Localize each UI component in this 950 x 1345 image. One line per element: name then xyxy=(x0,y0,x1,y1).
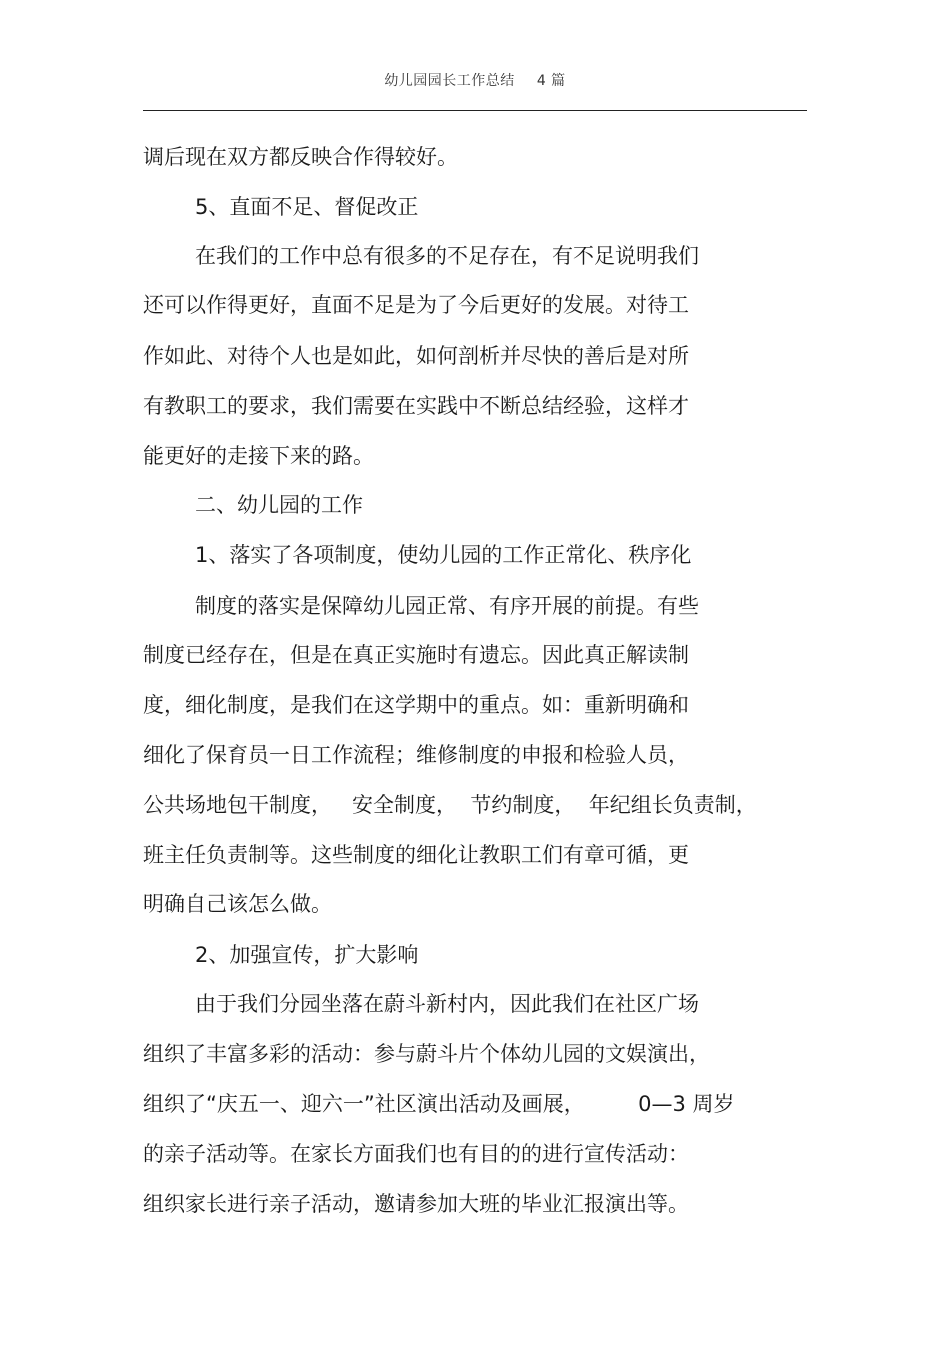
paragraph-line: 细化了保育员一日工作流程；维修制度的申报和检验人员， xyxy=(143,743,689,767)
paragraph-line: 制度已经存在，但是在真正实施时有遗忘。因此真正解读制 xyxy=(143,643,689,667)
section-heading-5: 5、直面不足、督促改正 xyxy=(195,195,419,219)
body-line-1: 调后现在双方都反映合作得较好。 xyxy=(143,145,458,169)
paragraph-line: 组织了丰富多彩的活动：参与蔚斗片个体幼儿园的文娱演出， xyxy=(143,1042,710,1066)
header-count: 4 篇 xyxy=(536,73,566,89)
header-title: 幼儿园园长工作总结 xyxy=(384,73,515,89)
subsection-heading-1: 1、落实了各项制度，使幼儿园的工作正常化、秩序化 xyxy=(195,543,692,567)
section-heading-2: 二、幼儿园的工作 xyxy=(195,493,363,517)
paragraph-line: 的亲子活动等。在家长方面我们也有目的的进行宣传活动： xyxy=(143,1142,689,1166)
header-divider xyxy=(143,110,807,111)
paragraph-line: 在我们的工作中总有很多的不足存在，有不足说明我们 xyxy=(195,244,699,268)
paragraph-line: 作如此、对待个人也是如此，如何剖析并尽快的善后是对所 xyxy=(143,344,689,368)
paragraph-line: 能更好的走接下来的路。 xyxy=(143,444,374,468)
paragraph-line: 明确自己该怎么做。 xyxy=(143,892,332,916)
paragraph-line: 组织了“庆五一、迎六一”社区演出活动及画展， 0—3 周岁 xyxy=(143,1092,735,1116)
paragraph-line: 度，细化制度，是我们在这学期中的重点。如：重新明确和 xyxy=(143,693,689,717)
paragraph-line: 还可以作得更好，直面不足是为了今后更好的发展。对待工 xyxy=(143,293,689,317)
paragraph-line: 公共场地包干制度， 安全制度， 节约制度， 年纪组长负责制， xyxy=(143,793,757,817)
page-header xyxy=(0,70,950,90)
paragraph-line: 有教职工的要求，我们需要在实践中不断总结经验，这样才 xyxy=(143,394,689,418)
subsection-heading-2: 2、加强宣传，扩大影响 xyxy=(195,943,419,967)
paragraph-line: 制度的落实是保障幼儿园正常、有序开展的前提。有些 xyxy=(195,594,699,618)
paragraph-line: 组织家长进行亲子活动，邀请参加大班的毕业汇报演出等。 xyxy=(143,1192,689,1216)
paragraph-line: 班主任负责制等。这些制度的细化让教职工们有章可循，更 xyxy=(143,843,689,867)
paragraph-line: 由于我们分园坐落在蔚斗新村内，因此我们在社区广场 xyxy=(195,992,699,1016)
